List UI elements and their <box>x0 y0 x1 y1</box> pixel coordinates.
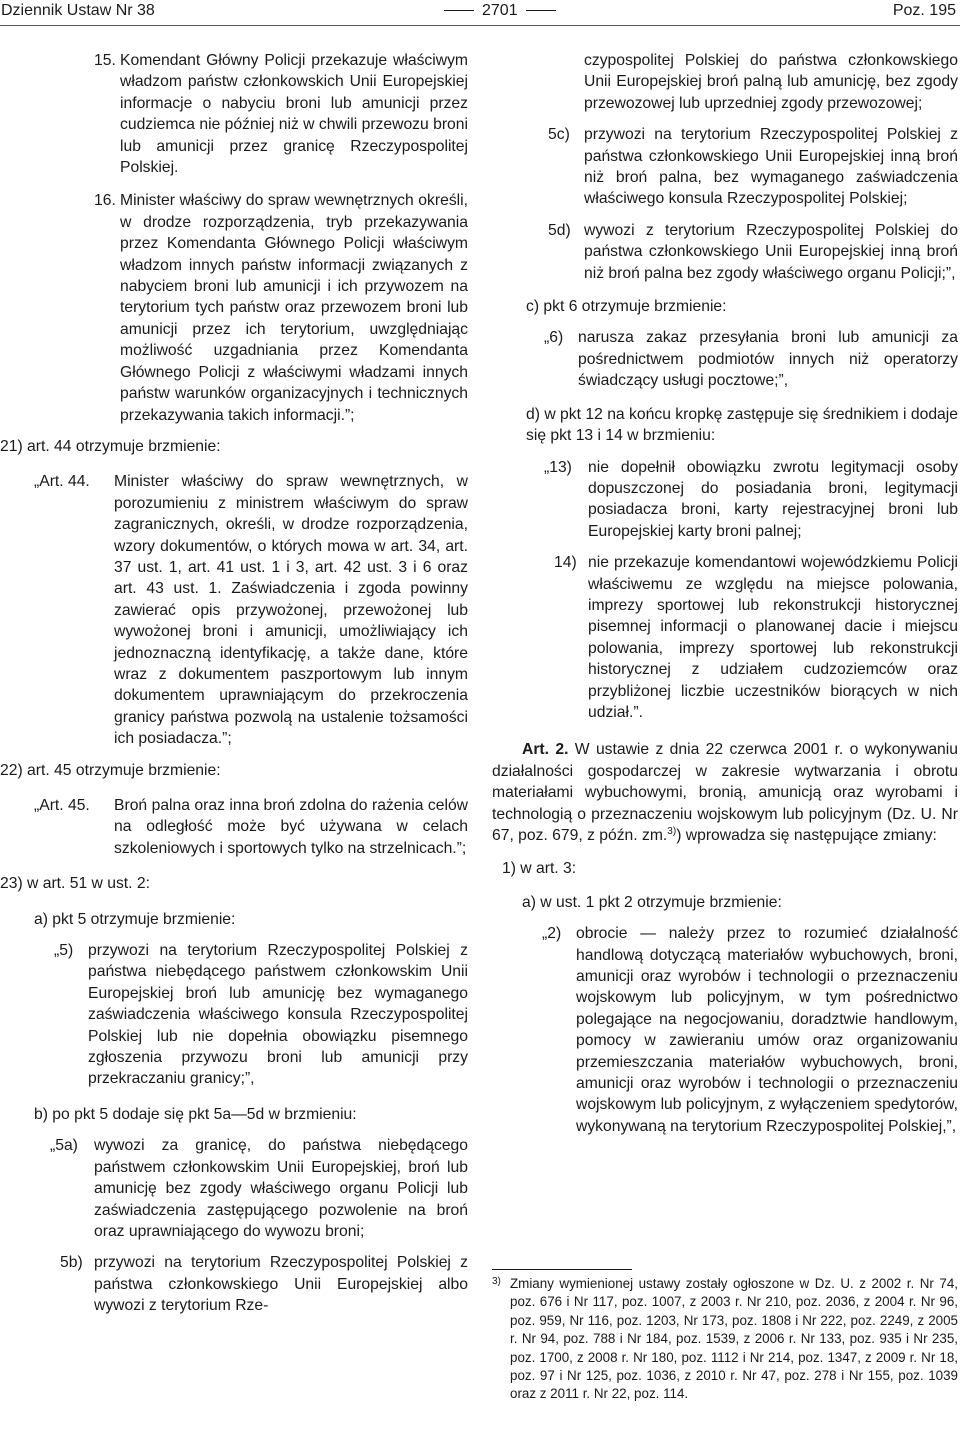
point-text: obrocie — należy przez to rozumieć działalność handlową dotyczącą materiałów wybuchowych, broni, amunicji oraz wyrobów i technologii o przeznaczeniu wojskowym lub policyjnym, w tym pośrednictwo polegające na negocjowaniu, doradztwie handlowym, pomocy w zawieraniu umów oraz organizowaniu przemieszczania materiałów wybuchowych, broni, amunicji oraz wyrobów i technologii o przeznaczeniu wojskowym lub policyjnym, z wyłączeniem spedytorów, wykonywaną na terytorium Rzeczypospolitej Polskiej,”, <box>576 925 958 1135</box>
point-text: przywozi na terytorium Rzeczypospolitej Polskiej z państwa niebędącego państwem członkowskim Unii Europejskiej broń lub amunicję bez wymaganego zaświadczenia właściwego konsula Rzeczypospolitej Polskiej lub nie dopełnia obowiązku pisemnego zgłoszenia przywozu broni lub amunicji przy przekraczaniu granicy;”, <box>88 942 468 1088</box>
right-column <box>492 50 958 1146</box>
point-5 <box>54 940 468 1090</box>
point-5d <box>548 220 958 284</box>
article-text: Minister właściwy do spraw wewnętrznych, w porozumieniu z ministrem właściwym do spraw zagranicznych, określi, w drodze rozporządzenia, wzory dokumentów, o których mowa w art. 34, art. 37 ust. 1, art. 41 ust. 1 i 3, art. 42 ust. 3 i 6 oraz art. 43 ust. 1. Zaświadczenia i zgoda powinny zawierać opis przywożonej, przewożonej lub wywożonej broni i amunicji, umożliwiający ich jednoznaczną identyfikację, a także dane, które wraz z dokumentem paszportowym lub innym dokumentem uprawniającym do przekroczenia granicy państwa pozwolą na ustalenie tożsamości ich posiadacza.”; <box>114 473 468 748</box>
dash-right <box>526 10 556 11</box>
footnote <box>492 1275 958 1404</box>
item-23a: a) pkt 5 otrzymuje brzmienie: <box>34 910 236 928</box>
paragraph-text: Minister właściwy do spraw wewnętrznych określi, w drodze rozporządzenia, tryb przekazywania przez Komendanta Głównego Policji właściwym władzom innych państw informacji związanych z nabyciem broni lub amunicji i ich przywozem na terytorium tych państw oraz przewozem broni lub amunicji przez ich terytorium, uwzględniając możliwość uzgadniania przez Komendanta Głównego Policji z właściwymi władzami innych państw warunków organizacyjnych i technicznych przekazywania takich informacji.”; <box>120 192 468 424</box>
journal-title: Dziennik Ustaw Nr 38 <box>1 2 155 19</box>
point-6 <box>544 327 958 391</box>
item-23b: b) po pkt 5 dodaje się pkt 5a—5d w brzmieniu: <box>34 1105 357 1123</box>
article-label: Art. 2. <box>522 741 569 759</box>
point-number: 5b) <box>60 1254 83 1272</box>
item-1: 1) w art. 3: <box>502 860 577 878</box>
article-text-tail: ) wprowadza się następujące zmiany: <box>676 827 937 844</box>
point-number: 5c) <box>548 126 570 144</box>
paragraph-text: Komendant Główny Policji przekazuje właściwym władzom państw członkowskich Unii Europejskiej informacje o nabyciu broni lub amunicji przez cudziemca nie później niż w chwili przewozu broni lub amunicji przez granicę Rzeczypospolitej Polskiej. <box>120 52 468 177</box>
footnote-mark: 3) <box>492 1276 501 1287</box>
point-text: wywozi z terytorium Rzeczypospolitej Polskiej do państwa członkowskiego Unii Europejskiej inną broń niż broń palna bez zgody właściwego organu Policji;”, <box>584 221 958 282</box>
paragraph-number: 15. <box>94 52 116 69</box>
article-text: W ustawie z dnia 22 czerwca 2001 r. o wykonywaniu działalności gospodarczej w zakresie wytwarzania i obrotu materiałami wybuchowymi, bronią, amunicją oraz wyrobami i technologią o przeznaczeniu wojskowym lub policyjnym (Dz. U. Nr 67, poz. 679, z późn. zm. <box>492 741 958 844</box>
point-text: nie przekazuje komendantowi wojewódzkiemu Policji właściwemu ze względu na miejsce polowania, imprezy sportowej lub rekonstrukcji historycznej pisemnej informacji o planowanej dacie i miejscu polowania, imprezy sportowej lub rekonstrukcji historycznej z udziałem cudzoziemców oraz przybliżonej liczbie uczestników biorących w nich udział.”. <box>588 554 958 721</box>
position-number: Poz. 195 <box>892 2 956 19</box>
item-1a: a) w ust. 1 pkt 2 otrzymuje brzmienie: <box>522 893 782 911</box>
paragraph-15 <box>94 50 468 178</box>
article-label: „Art. 45. <box>34 797 90 814</box>
article-label: „Art. 44. <box>34 473 90 491</box>
article-text: Broń palna oraz inna broń zdolna do rażenia celów na odległość może być używana w celach szkoleniowych i sportowych tylko na strzelnicach.”; <box>114 797 468 857</box>
dash-left <box>444 10 474 11</box>
point-text: narusza zakaz przesyłania broni lub amunicji za pośrednictwem podmiotów innych niż operatorzy świadczący usługi pocztowe;”, <box>578 329 958 390</box>
article-44 <box>34 471 468 749</box>
point-number: „5) <box>54 942 74 960</box>
page-number: 2701 <box>482 2 518 19</box>
point-number: „6) <box>544 329 564 347</box>
point-number: 14) <box>554 554 577 572</box>
point-text: wywozi za granicę, do państwa niebędącego państwem członkowskim Unii Europejskiej, broń lub amunicję bez zgody właściwego organu Policji lub zaświadczenia zastępującego pozwolenie na broń oraz uprawniającego do wywozu broni; <box>94 1137 468 1240</box>
item-c: c) pkt 6 otrzymuje brzmienie: <box>526 298 727 316</box>
left-column <box>0 50 468 1326</box>
point-5a <box>50 1135 468 1242</box>
paragraph-16 <box>94 190 468 425</box>
footnote-text: Zmiany wymienionej ustawy zostały ogłoszone w Dz. U. z 2002 r. Nr 74, poz. 676 i Nr 117, poz. 1007, z 2003 r. Nr 210, poz. 2036, z 2004 r. Nr 96, poz. 959, Nr 116, poz. 1203, Nr 173, poz. 1808 i Nr 222, poz. 2249, z 2005 r. Nr 94, poz. 788 i Nr 184, poz. 1539, z 2006 r. Nr 133, poz. 935 i Nr 235, poz. 1700, z 2008 r. Nr 180, poz. 1112 i Nr 214, poz. 1347, z 2009 r. Nr 18, poz. 97 i Nr 125, poz. 1036, z 2010 r. Nr 47, poz. 278 i Nr 155, poz. 1039 oraz z 2011 r. Nr 22, poz. 114. <box>510 1276 958 1402</box>
point-text: przywozi na terytorium Rzeczypospolitej Polskiej z państwa członkowskiego Unii Europejskiej albo wywozi z terytorium Rze- <box>94 1254 468 1315</box>
item-text: d) w pkt 12 na końcu kropkę zastępuje się średnikiem i dodaje się pkt 13 i 14 w brzmieniu: <box>526 405 958 445</box>
point-14 <box>554 552 958 723</box>
item-23: 23) w art. 51 w ust. 2: <box>0 875 150 893</box>
point-number: „13) <box>544 458 572 476</box>
article-45 <box>34 795 468 859</box>
point-5c <box>548 124 958 210</box>
article-2 <box>492 739 958 846</box>
point-number: „2) <box>542 925 562 943</box>
point-2 <box>542 923 958 1137</box>
point-text: przywozi na terytorium Rzeczypospolitej Polskiej z państwa członkowskiego Unii Europejskiej inną broń niż broń palna, bez wymaganego zaświadczenia właściwego konsula Rzeczypospolitej Polskiej; <box>584 126 958 208</box>
point-number: 5d) <box>548 221 571 239</box>
point-13 <box>544 457 958 543</box>
header-rule <box>0 25 960 26</box>
page-number-block <box>436 1 564 21</box>
continuation-5b: czypospolitej Polskiej do państwa członkowskiego Unii Europejskiej broń palną lub amunicję, bez zgody przewozowej lub uprzedniej zgody przewozowej; <box>584 52 958 112</box>
footnote-rule <box>492 1269 632 1270</box>
item-22: 22) art. 45 otrzymuje brzmienie: <box>0 761 221 779</box>
point-text: nie dopełnił obowiązku zwrotu legitymacji osoby dopuszczonej do posiadania broni, legitymacji posiadacza broni, karty rejestracyjnej broni lub Europejskiej karty broni palnej; <box>588 458 958 540</box>
footnote-ref: 3) <box>667 825 677 837</box>
point-number: „5a) <box>50 1137 78 1155</box>
item-21: 21) art. 44 otrzymuje brzmienie: <box>0 437 221 455</box>
page-header <box>0 0 960 24</box>
item-d <box>526 404 958 447</box>
paragraph-number: 16. <box>94 192 116 210</box>
point-5b <box>60 1252 468 1316</box>
